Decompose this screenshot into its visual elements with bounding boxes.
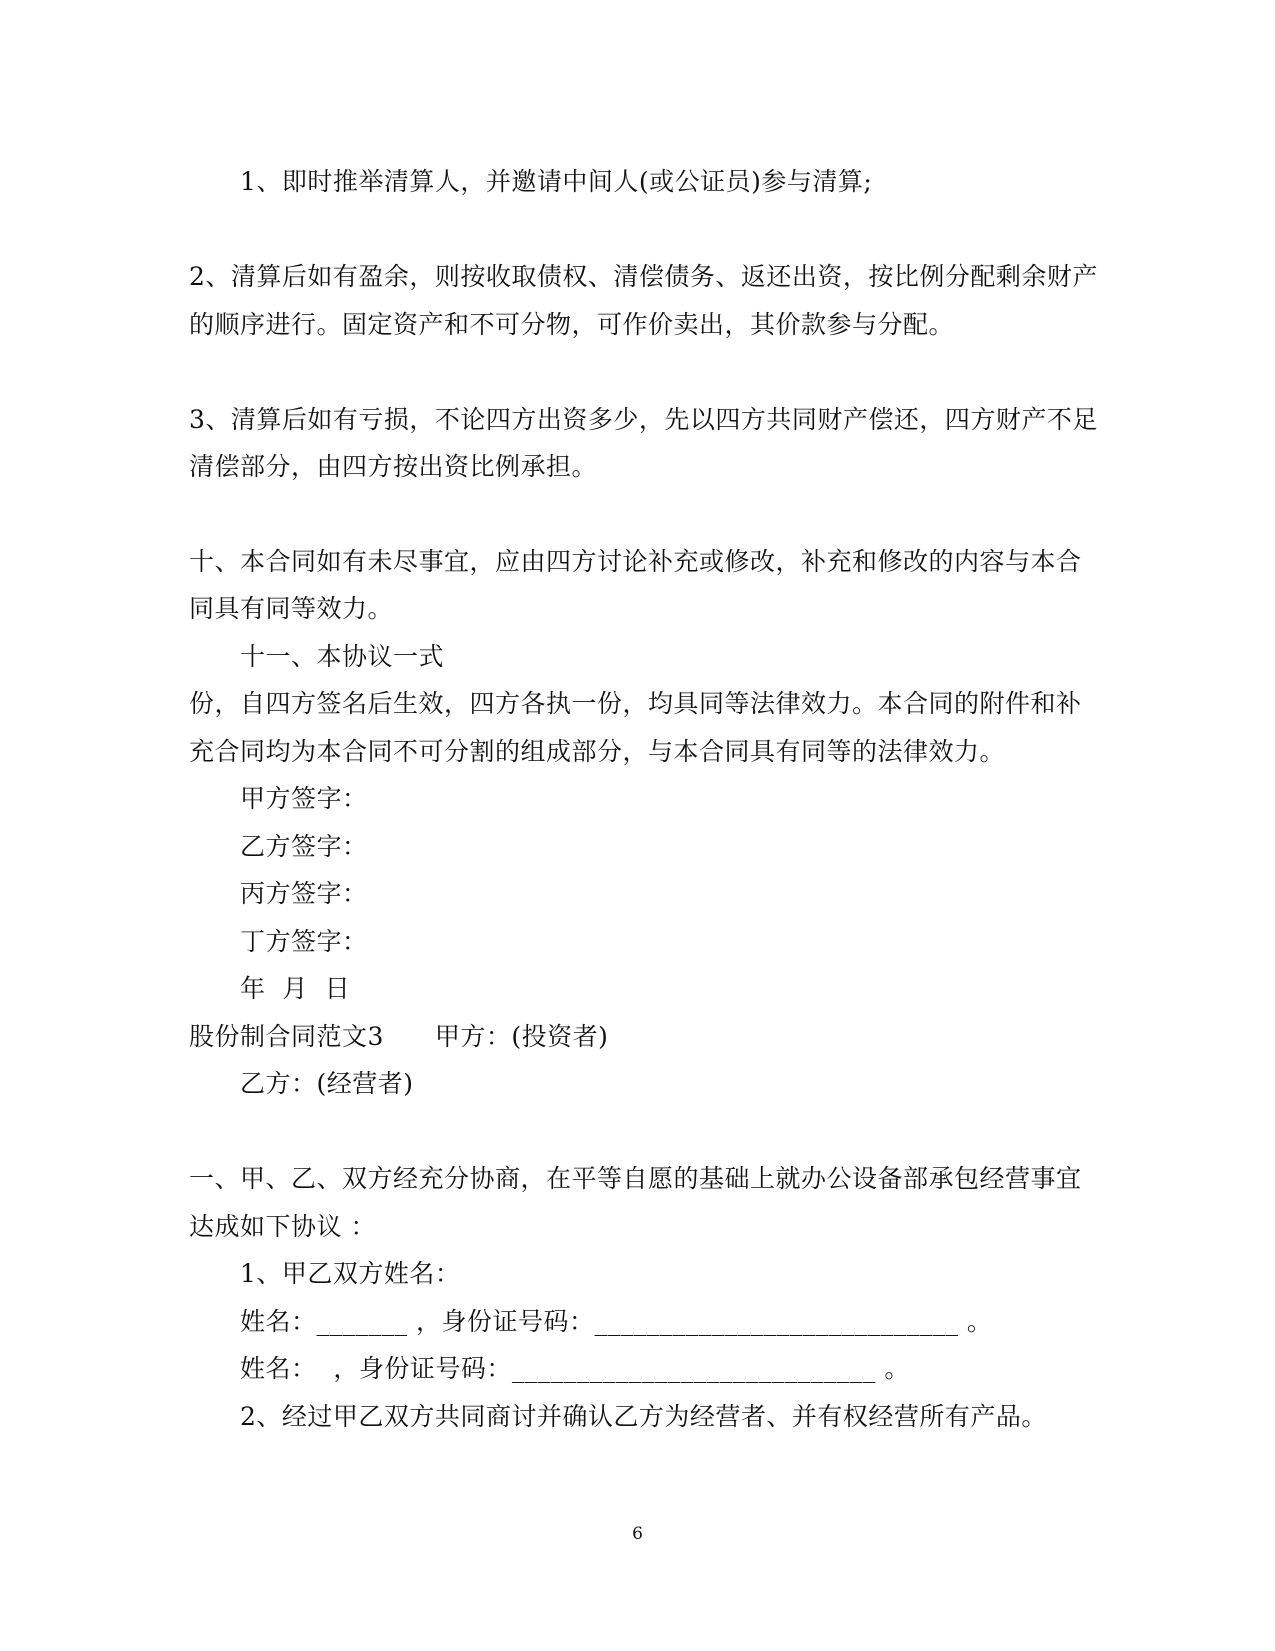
- signature-party-b: 乙方签字：: [240, 832, 368, 861]
- clause-10-line-1: 十、本合同如有未尽事宜，应由四方讨论补充或修改，补充和修改的内容与本合: [189, 547, 1082, 576]
- template-3-party-b: 乙方：(经营者): [240, 1069, 414, 1098]
- clause-10-line-2: 同具有同等效力。: [189, 594, 394, 623]
- page-number: 6: [632, 1524, 643, 1544]
- template-3-clause-1-line-2: 达成如下协议 ：: [189, 1212, 376, 1241]
- template-3-clause-1-line-1: 一、甲、乙、双方经充分协商，在平等自愿的基础上就办公设备部承包经营事宜: [189, 1164, 1082, 1193]
- clause-liquidation-item-2-line-1: 2、清算后如有盈余，则按收取债权、清偿债务、返还出资，按比例分配剩余财产: [189, 262, 1098, 291]
- clause-11-line-1: 十一、本协议一式: [240, 642, 445, 671]
- template-3-item-1: 1、甲乙双方姓名：: [240, 1259, 461, 1288]
- name-id-line-2: 姓名： ，身份证号码：____________________________ 。: [240, 1354, 910, 1383]
- clause-11-line-2: 份，自四方签名后生效，四方各执一份，均具同等法律效力。本合同的附件和补: [189, 689, 1082, 718]
- clause-liquidation-item-1: 1、即时推举清算人，并邀请中间人(或公证员)参与清算;: [240, 167, 873, 196]
- template-3-item-2: 2、经过甲乙双方共同商讨并确认乙方为经营者、并有权经营所有产品。: [240, 1402, 1047, 1431]
- signature-party-a: 甲方签字：: [240, 784, 368, 813]
- template-3-heading: 股份制合同范文3 甲方：(投资者): [189, 1022, 609, 1051]
- clause-11-line-3: 充合同均为本合同不可分割的组成部分，与本合同具有同等的法律效力。: [189, 737, 1006, 766]
- signature-party-c: 丙方签字：: [240, 879, 368, 908]
- name-id-line-1: 姓名：_______ ，身份证号码：____________________________ 。: [240, 1307, 993, 1336]
- signature-party-d: 丁方签字：: [240, 927, 368, 956]
- signature-date: 年 月 日: [240, 974, 351, 1003]
- clause-liquidation-item-2-line-2: 的顺序进行。固定资产和不可分物，可作价卖出，其价款参与分配。: [189, 310, 955, 339]
- clause-liquidation-item-3-line-1: 3、清算后如有亏损，不论四方出资多少，先以四方共同财产偿还，四方财产不足: [189, 405, 1098, 434]
- clause-liquidation-item-3-line-2: 清偿部分，由四方按出资比例承担。: [189, 452, 598, 481]
